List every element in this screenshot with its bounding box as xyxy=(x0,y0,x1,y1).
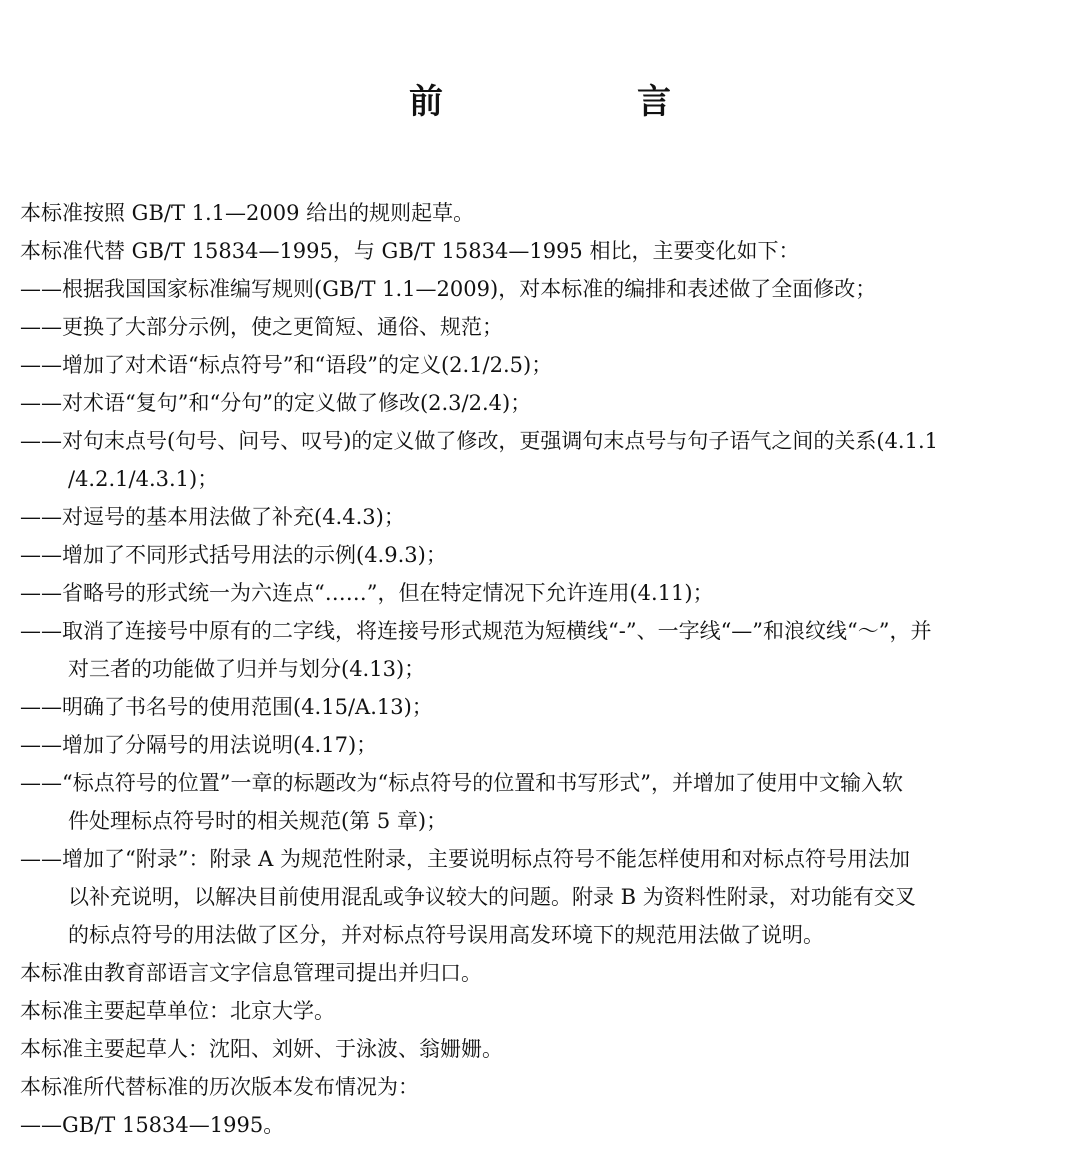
text-line: 本标准主要起草单位：北京大学。 xyxy=(20,999,335,1023)
change-item: ——“标点符号的位置”一章的标题改为“标点符号的位置和书写形式”，并增加了使用中文输入软 xyxy=(20,771,903,795)
change-item: ——根据我国国家标准编写规则(GB/T 1.1—2009)，对本标准的编排和表述做了全面修改； xyxy=(20,277,877,301)
text-line: 本标准由教育部语言文字信息管理司提出并归口。 xyxy=(20,961,482,985)
change-item: ——明确了书名号的使用范围(4.15/A.13)； xyxy=(20,695,433,719)
change-item-continuation: 对三者的功能做了归并与划分(4.13)； xyxy=(68,657,426,681)
change-item: ——对逗号的基本用法做了补充(4.4.3)； xyxy=(20,505,405,529)
change-item: ——增加了“附录”：附录 A 为规范性附录，主要说明标点符号不能怎样使用和对标点符号用法加 xyxy=(20,847,910,871)
change-item-continuation: 的标点符号的用法做了区分，并对标点符号误用高发环境下的规范用法做了说明。 xyxy=(68,923,824,947)
change-item-continuation: 以补充说明，以解决目前使用混乱或争议较大的问题。附录 B 为资料性附录，对功能有交叉 xyxy=(68,885,916,909)
change-item-continuation: 件处理标点符号时的相关规范(第 5 章)； xyxy=(68,809,448,833)
change-item: ——增加了分隔号的用法说明(4.17)； xyxy=(20,733,378,757)
change-item: ——更换了大部分示例，使之更简短、通俗、规范； xyxy=(20,315,503,339)
change-item: ——取消了连接号中原有的二字线，将连接号形式规范为短横线“-”、一字线“—”和浪纹线“～”，并 xyxy=(20,619,932,643)
page-title: 前 言 xyxy=(409,82,751,122)
change-item: ——对句末点号(句号、问号、叹号)的定义做了修改，更强调句末点号与句子语气之间的关系(4.1.1 xyxy=(20,429,939,453)
text-line: 本标准所代替标准的历次版本发布情况为： xyxy=(20,1075,419,1099)
change-item-continuation: /4.2.1/4.3.1)； xyxy=(68,467,219,491)
text-line: 本标准按照 GB/T 1.1—2009 给出的规则起草。 xyxy=(20,201,475,225)
change-item: ——GB/T 15834—1995。 xyxy=(20,1113,285,1137)
change-item: ——对术语“复句”和“分句”的定义做了修改(2.3/2.4)； xyxy=(20,391,532,415)
change-item: ——增加了不同形式括号用法的示例(4.9.3)； xyxy=(20,543,447,567)
change-item: ——省略号的形式统一为六连点“……”，但在特定情况下允许连用(4.11)； xyxy=(20,581,714,605)
text-line: 本标准代替 GB/T 15834—1995，与 GB/T 15834—1995 相比，主要变化如下： xyxy=(20,239,800,263)
text-line: 本标准主要起草人：沈阳、刘妍、于泳波、翁姗姗。 xyxy=(20,1037,503,1061)
change-item: ——增加了对术语“标点符号”和“语段”的定义(2.1/2.5)； xyxy=(20,353,553,377)
preface-body xyxy=(20,194,1070,1144)
